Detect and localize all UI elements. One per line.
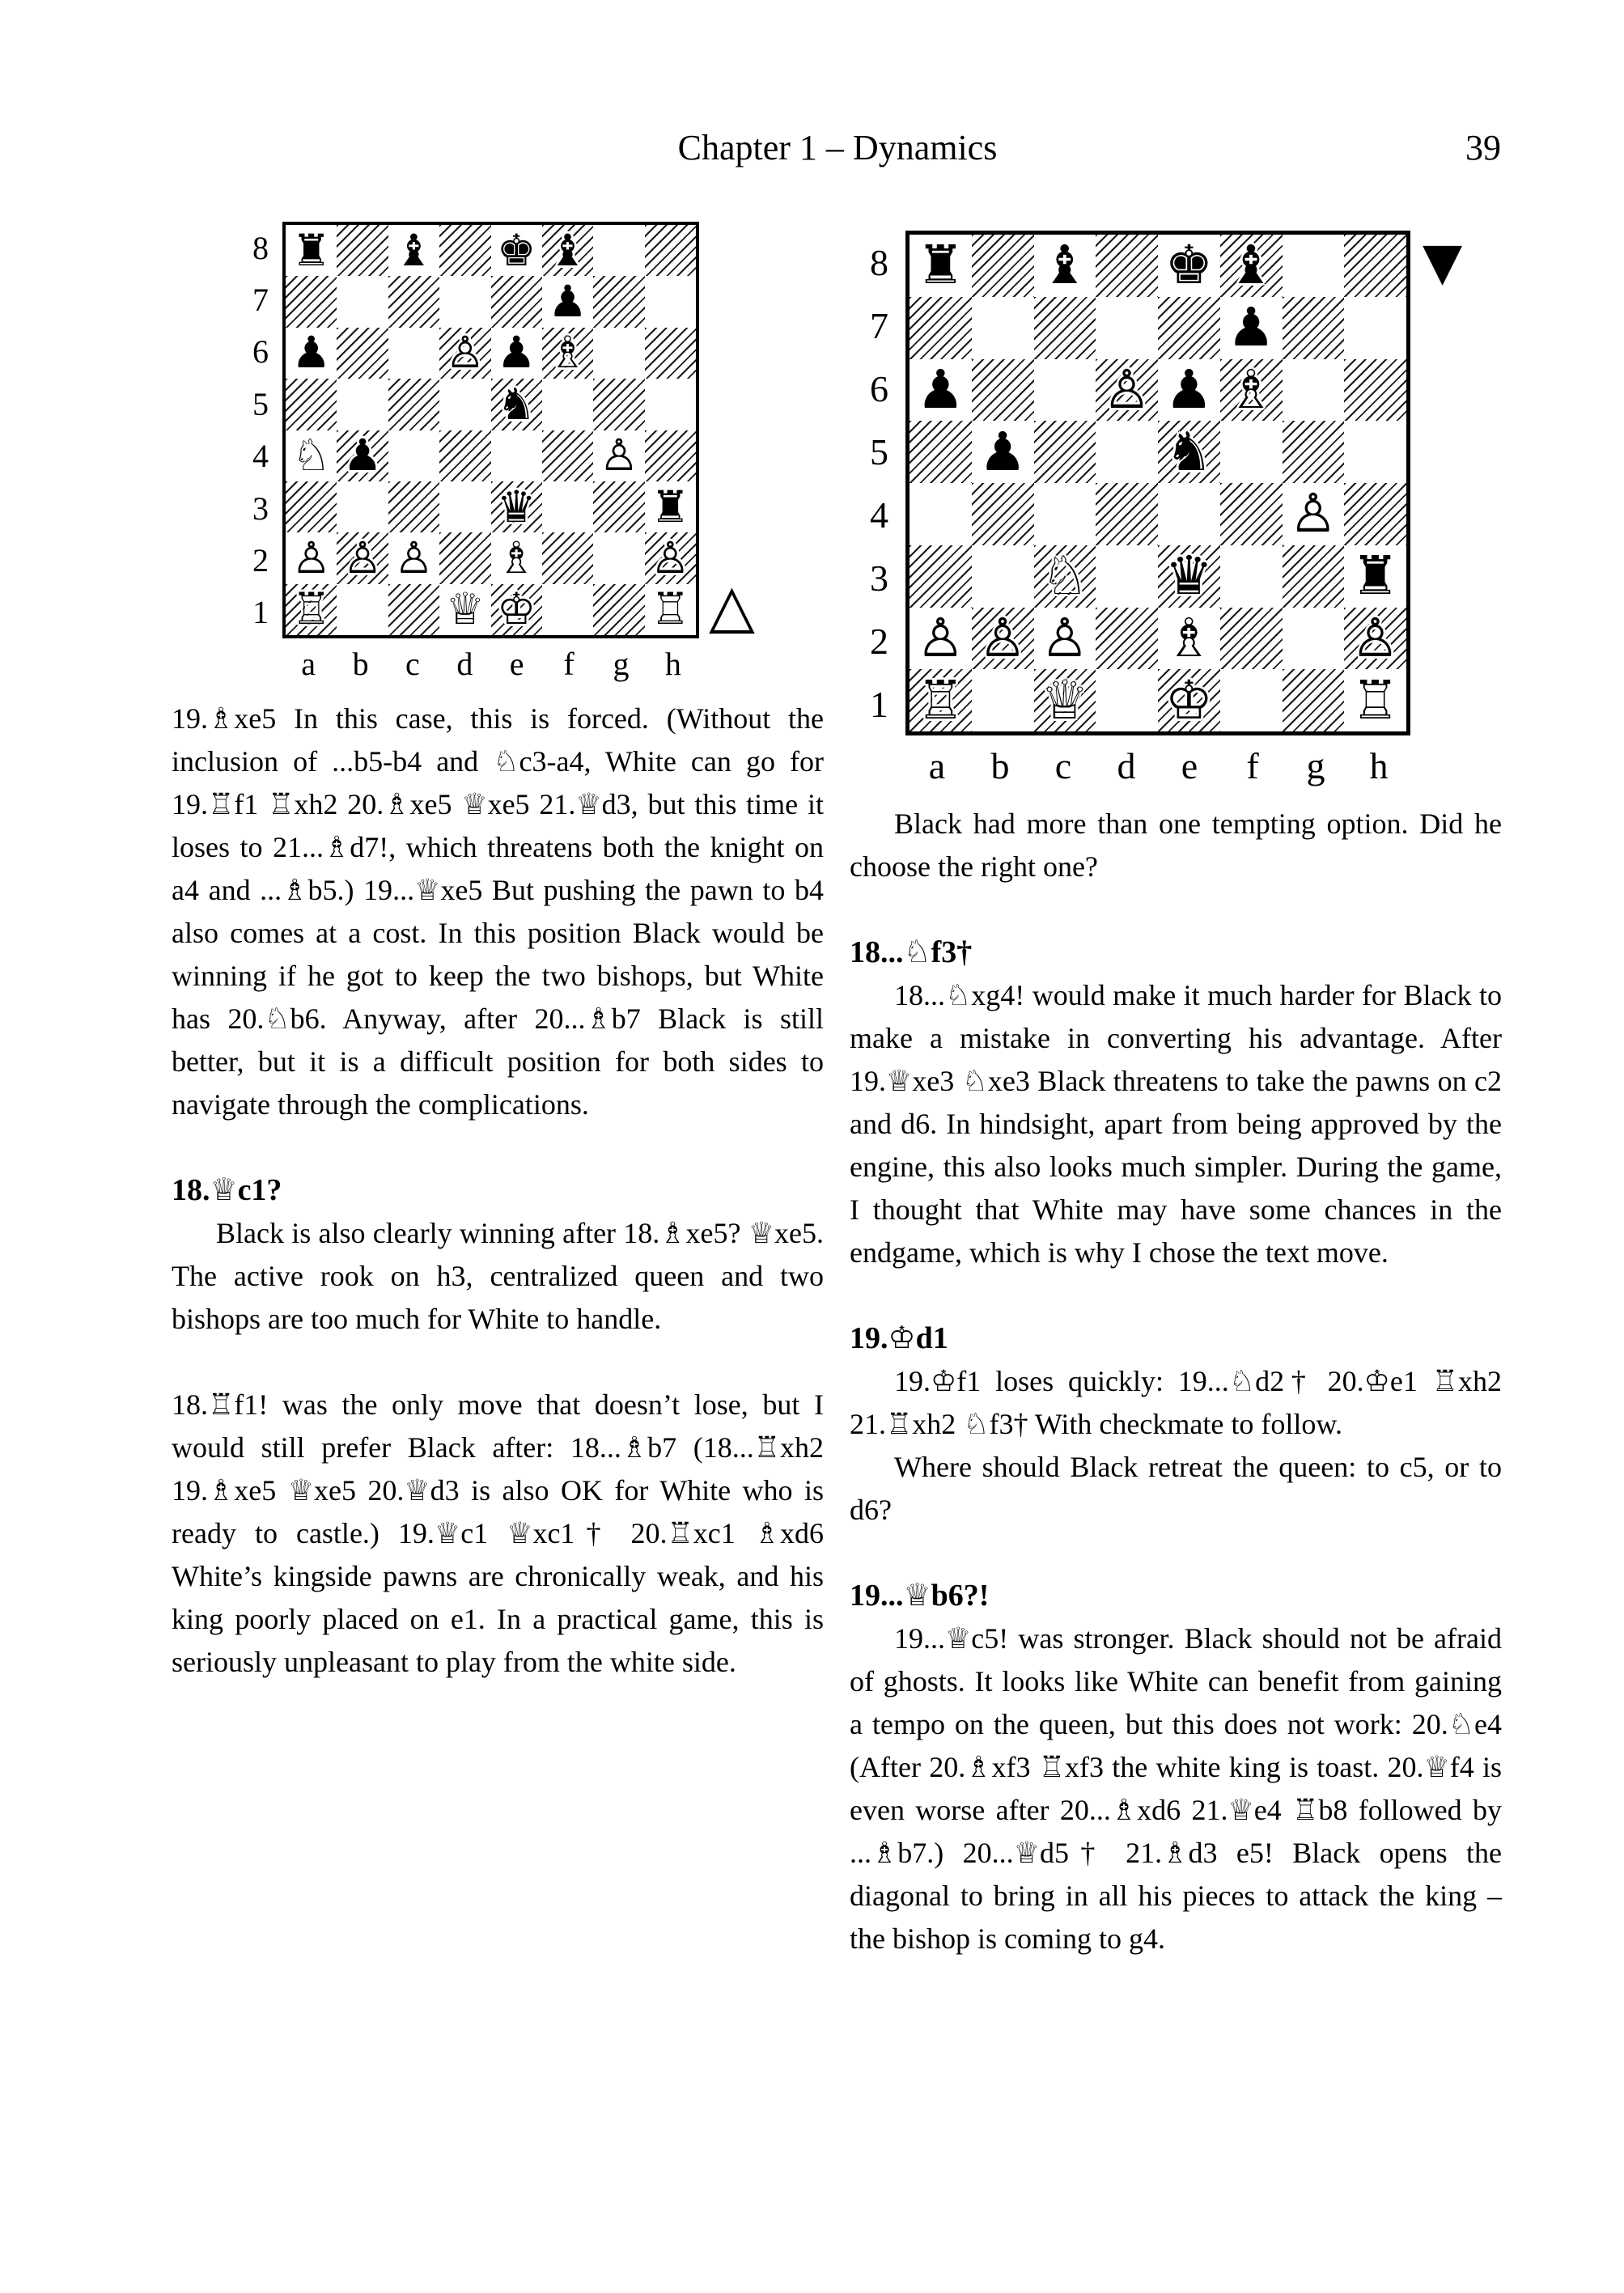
white-piece-icon: ♕ — [1041, 669, 1089, 731]
black-piece-icon: ♟ — [496, 327, 536, 379]
square-e8 — [491, 225, 542, 276]
black-piece-icon: ♜ — [916, 235, 965, 297]
square-e4 — [1158, 483, 1220, 545]
square-c8 — [1034, 235, 1096, 297]
white-piece-icon: ♖ — [1351, 669, 1400, 731]
square-h3 — [1344, 545, 1406, 608]
black-piece-icon: ♜ — [1351, 545, 1400, 608]
white-piece-icon: ♘ — [1041, 545, 1089, 608]
square-f1 — [542, 584, 593, 635]
square-a4 — [286, 430, 337, 481]
black-piece-icon: ♜ — [651, 481, 690, 532]
square-b3 — [337, 481, 388, 532]
square-h6 — [645, 328, 696, 379]
rank-label: 3 — [870, 557, 888, 599]
file-label: h — [1369, 745, 1389, 786]
black-piece-icon: ♞ — [1164, 421, 1213, 483]
square-c6 — [388, 328, 439, 379]
rank-label: 5 — [252, 385, 269, 422]
black-piece-icon: ♝ — [1227, 235, 1275, 297]
square-g2 — [593, 532, 644, 583]
black-piece-icon: ♟ — [978, 421, 1027, 483]
rank-label: 2 — [252, 541, 269, 579]
square-f6 — [1220, 359, 1283, 422]
square-c2 — [1034, 608, 1096, 670]
square-g5 — [1283, 421, 1345, 483]
square-f7 — [1220, 297, 1283, 359]
file-label: h — [664, 646, 681, 682]
white-piece-icon: ♙ — [1041, 607, 1089, 669]
paragraph: Black is also clearly winning after 18.♗xe5? ♕xe5. The active rook on h3, centralized queen and two bishops are too much for White to handle. — [172, 1217, 824, 1335]
white-piece-icon: ♗ — [1164, 607, 1213, 669]
paragraph: Black had more than one tempting option. Did he choose the right one? — [850, 807, 1502, 883]
square-b1 — [337, 584, 388, 635]
square-d4 — [1096, 483, 1158, 545]
square-g2 — [1283, 608, 1345, 670]
rank-label: 4 — [870, 494, 888, 536]
square-g8 — [1283, 235, 1345, 297]
white-piece-icon: ♔ — [1164, 669, 1213, 731]
square-f3 — [1220, 545, 1283, 608]
rank-label: 3 — [252, 490, 269, 527]
square-f5 — [542, 379, 593, 430]
square-g7 — [1283, 297, 1345, 359]
black-to-move-icon: ▼ — [1423, 232, 1463, 292]
square-g7 — [593, 276, 644, 327]
square-h6 — [1344, 359, 1406, 422]
square-d6 — [439, 328, 490, 379]
square-c3 — [1034, 545, 1096, 608]
square-d2 — [1096, 608, 1158, 670]
file-label: e — [1181, 745, 1198, 786]
rank-label: 4 — [252, 438, 269, 475]
square-h1 — [645, 584, 696, 635]
square-g3 — [1283, 545, 1345, 608]
square-b4 — [337, 430, 388, 481]
square-f2 — [1220, 608, 1283, 670]
square-f8 — [1220, 235, 1283, 297]
left-text-column — [172, 697, 824, 1684]
white-piece-icon: ♖ — [651, 583, 690, 635]
white-piece-icon: ♗ — [496, 532, 536, 583]
square-a6 — [910, 359, 972, 422]
black-piece-icon: ♝ — [394, 225, 434, 276]
rank-label: 7 — [252, 282, 269, 319]
square-a3 — [910, 545, 972, 608]
rank-label: 7 — [870, 304, 888, 346]
file-labels — [282, 642, 699, 687]
square-c3 — [388, 481, 439, 532]
paragraph: 18...♘xg4! would make it much harder for Black to make a mistake in converting his advantage. After 19.♕xe3 ♘xe3 Black threatens to take the pawns on c2 and d6. In hindsight, apart from being approved by the engine, this also looks much simpler. During the game, I thought that White may have some chances in the endgame, which is why I chose the text move. — [850, 979, 1502, 1269]
move-heading: 18.♕c1? — [172, 1173, 282, 1207]
file-label: c — [405, 646, 420, 682]
white-piece-icon: ♘ — [291, 430, 331, 481]
black-piece-icon: ♜ — [291, 225, 331, 276]
file-label: a — [301, 646, 316, 682]
square-h7 — [1344, 297, 1406, 359]
black-piece-icon: ♝ — [548, 225, 587, 276]
white-piece-icon: ♙ — [394, 532, 434, 583]
move-heading: 19...♕b6?! — [850, 1579, 990, 1613]
square-h3 — [645, 481, 696, 532]
square-d8 — [1096, 235, 1158, 297]
white-piece-icon: ♙ — [916, 607, 965, 669]
square-c5 — [1034, 421, 1096, 483]
black-piece-icon: ♟ — [916, 358, 965, 421]
square-f6 — [542, 328, 593, 379]
square-b3 — [972, 545, 1034, 608]
square-d3 — [1096, 545, 1158, 608]
black-piece-icon: ♟ — [342, 430, 383, 481]
white-piece-icon: ♙ — [1351, 607, 1400, 669]
rank-label: 5 — [870, 430, 888, 473]
square-c4 — [388, 430, 439, 481]
white-piece-icon: ♙ — [1289, 483, 1338, 545]
black-piece-icon: ♟ — [548, 276, 587, 328]
file-label: b — [990, 745, 1010, 786]
square-g6 — [1283, 359, 1345, 422]
page-number: 39 — [1465, 128, 1501, 167]
square-b7 — [337, 276, 388, 327]
rank-labels — [842, 231, 888, 735]
white-piece-icon: ♖ — [916, 669, 965, 731]
right-text-column — [850, 803, 1502, 1960]
square-a1 — [286, 584, 337, 635]
square-b1 — [972, 669, 1034, 731]
square-f5 — [1220, 421, 1283, 483]
square-e7 — [1158, 297, 1220, 359]
black-piece-icon: ♛ — [496, 481, 536, 532]
square-d5 — [439, 379, 490, 430]
square-b5 — [972, 421, 1034, 483]
file-label: f — [563, 646, 575, 682]
running-head — [174, 128, 1501, 168]
square-a2 — [910, 608, 972, 670]
square-b8 — [972, 235, 1034, 297]
square-c8 — [388, 225, 439, 276]
square-d6 — [1096, 359, 1158, 422]
square-b2 — [972, 608, 1034, 670]
square-b2 — [337, 532, 388, 583]
square-h4 — [1344, 483, 1406, 545]
square-h7 — [645, 276, 696, 327]
square-f7 — [542, 276, 593, 327]
white-piece-icon: ♗ — [1227, 358, 1275, 421]
square-e1 — [1158, 669, 1220, 731]
square-c7 — [1034, 297, 1096, 359]
square-d7 — [1096, 297, 1158, 359]
white-piece-icon: ♙ — [651, 532, 690, 583]
square-a8 — [286, 225, 337, 276]
square-a1 — [910, 669, 972, 731]
square-h5 — [1344, 421, 1406, 483]
square-e5 — [1158, 421, 1220, 483]
square-d2 — [439, 532, 490, 583]
square-e3 — [491, 481, 542, 532]
rank-label: 2 — [870, 620, 888, 662]
square-h2 — [1344, 608, 1406, 670]
square-f4 — [542, 430, 593, 481]
square-e2 — [491, 532, 542, 583]
square-b6 — [337, 328, 388, 379]
file-label: d — [456, 646, 473, 682]
file-label: a — [928, 745, 946, 786]
file-label: e — [509, 646, 524, 682]
square-a7 — [286, 276, 337, 327]
square-c5 — [388, 379, 439, 430]
square-g1 — [1283, 669, 1345, 731]
file-label: b — [352, 646, 369, 682]
square-e7 — [491, 276, 542, 327]
square-e1 — [491, 584, 542, 635]
paragraph: 19.♔f1 loses quickly: 19...♘d2† 20.♔e1 ♖xh2 21.♖xh2 ♘f3† With checkmate to follow. — [850, 1365, 1502, 1440]
square-h1 — [1344, 669, 1406, 731]
move-heading: 19.♔d1 — [850, 1321, 948, 1355]
black-piece-icon: ♚ — [1164, 235, 1213, 297]
black-piece-icon: ♝ — [1041, 235, 1089, 297]
square-a6 — [286, 328, 337, 379]
square-h2 — [645, 532, 696, 583]
square-a7 — [910, 297, 972, 359]
white-piece-icon: ♗ — [548, 327, 587, 379]
white-piece-icon: ♕ — [445, 583, 486, 635]
white-piece-icon: ♙ — [978, 607, 1027, 669]
square-d4 — [439, 430, 490, 481]
square-d5 — [1096, 421, 1158, 483]
square-f4 — [1220, 483, 1283, 545]
rank-label: 6 — [252, 333, 269, 371]
square-f3 — [542, 481, 593, 532]
square-b4 — [972, 483, 1034, 545]
rank-label: 1 — [252, 594, 269, 631]
square-d8 — [439, 225, 490, 276]
square-g8 — [593, 225, 644, 276]
paragraph: Where should Black retreat the queen: to c5, or to d6? — [850, 1451, 1502, 1526]
black-piece-icon: ♛ — [1164, 545, 1213, 608]
square-a4 — [910, 483, 972, 545]
square-f2 — [542, 532, 593, 583]
square-d3 — [439, 481, 490, 532]
file-label: g — [613, 646, 630, 682]
white-piece-icon: ♙ — [291, 532, 331, 583]
square-a3 — [286, 481, 337, 532]
black-piece-icon: ♟ — [1227, 296, 1275, 359]
square-e6 — [491, 328, 542, 379]
white-piece-icon: ♙ — [342, 532, 383, 583]
square-e2 — [1158, 608, 1220, 670]
rank-label: 8 — [870, 241, 888, 283]
black-piece-icon: ♞ — [496, 379, 536, 430]
square-h8 — [1344, 235, 1406, 297]
square-d1 — [439, 584, 490, 635]
rank-label: 8 — [252, 229, 269, 266]
rank-label: 1 — [870, 683, 888, 725]
paragraph: 19...♕c5! was stronger. Black should not be afraid of ghosts. It looks like White can benefit from gaining a tempo on the queen, but this does not work: 20.♘e4 (After 20.♗xf3 ♖xf3 the white king is toast. 20.♕f4 is even worse after 20...♗xd6 21.♕e4 ♖b8 followed by ...♗b7.) 20...♕d5† 21.♗d3 e5! Black opens the diagonal to bring in all his pieces to attack the king – the bishop is coming to g4. — [850, 1622, 1502, 1955]
square-h5 — [645, 379, 696, 430]
square-c1 — [1034, 669, 1096, 731]
file-label: c — [1054, 745, 1072, 786]
chess-board-right — [905, 231, 1410, 735]
square-c1 — [388, 584, 439, 635]
square-g6 — [593, 328, 644, 379]
square-g1 — [593, 584, 644, 635]
paragraph: 19.♗xe5 In this case, this is forced. (Without the inclusion of ...b5-b4 and ♘c3-a4, White can go for 19.♖f1 ♖xh2 20.♗xe5 ♕xe5 21.♕d3, but this time it loses to 21...♗d7!, which threatens both the knight on a4 and ...♗b5.) 19...♕xe5 But pushing the pawn to b4 also comes at a cost. In this position Black would be winning if he got to keep the two bishops, but White has 20.♘b6. Anyway, after 20...♗b7 Black is still better, but it is a difficult position for both sides to navigate through the complications. — [172, 702, 824, 1121]
square-e3 — [1158, 545, 1220, 608]
white-piece-icon: ♙ — [445, 327, 486, 379]
file-label: f — [1246, 745, 1259, 786]
white-piece-icon: ♙ — [599, 430, 639, 481]
square-b7 — [972, 297, 1034, 359]
white-piece-icon: ♙ — [1103, 358, 1151, 421]
file-label: g — [1306, 745, 1325, 786]
square-h8 — [645, 225, 696, 276]
square-c6 — [1034, 359, 1096, 422]
square-e6 — [1158, 359, 1220, 422]
white-piece-icon: ♖ — [291, 583, 331, 635]
square-h4 — [645, 430, 696, 481]
square-b5 — [337, 379, 388, 430]
rank-label: 6 — [870, 367, 888, 409]
square-g4 — [593, 430, 644, 481]
square-b6 — [972, 359, 1034, 422]
square-d1 — [1096, 669, 1158, 731]
square-c7 — [388, 276, 439, 327]
chess-board-left — [282, 222, 699, 638]
square-g4 — [1283, 483, 1345, 545]
rank-labels — [225, 222, 269, 638]
black-piece-icon: ♚ — [496, 225, 536, 276]
paragraph: 18.♖f1! was the only move that doesn’t lose, but I would still prefer Black after: 18...♗b7 (18...♖xh2 19.♗xe5 ♕xe5 20.♕d3 is also OK for White who is ready to castle.) 19.♕c1 ♕xc1† 20.♖xc1 ♗xd6 White’s kingside pawns are chronically weak, and his king poorly placed on e1. In a practical game, this is seriously unpleasant to play from the white side. — [172, 1388, 824, 1678]
square-e4 — [491, 430, 542, 481]
square-g3 — [593, 481, 644, 532]
square-e5 — [491, 379, 542, 430]
black-piece-icon: ♟ — [291, 327, 331, 379]
square-b8 — [337, 225, 388, 276]
square-c2 — [388, 532, 439, 583]
black-piece-icon: ♟ — [1164, 358, 1213, 421]
square-f1 — [1220, 669, 1283, 731]
square-g5 — [593, 379, 644, 430]
chapter-title: Chapter 1 – Dynamics — [677, 128, 998, 167]
square-a2 — [286, 532, 337, 583]
square-a8 — [910, 235, 972, 297]
square-d7 — [439, 276, 490, 327]
white-to-move-icon: △ — [709, 571, 755, 641]
move-heading: 18...♘f3† — [850, 935, 973, 969]
square-c4 — [1034, 483, 1096, 545]
square-a5 — [286, 379, 337, 430]
square-e8 — [1158, 235, 1220, 297]
file-labels — [905, 741, 1410, 791]
white-piece-icon: ♔ — [496, 583, 536, 635]
square-f8 — [542, 225, 593, 276]
file-label: d — [1117, 745, 1136, 786]
square-a5 — [910, 421, 972, 483]
